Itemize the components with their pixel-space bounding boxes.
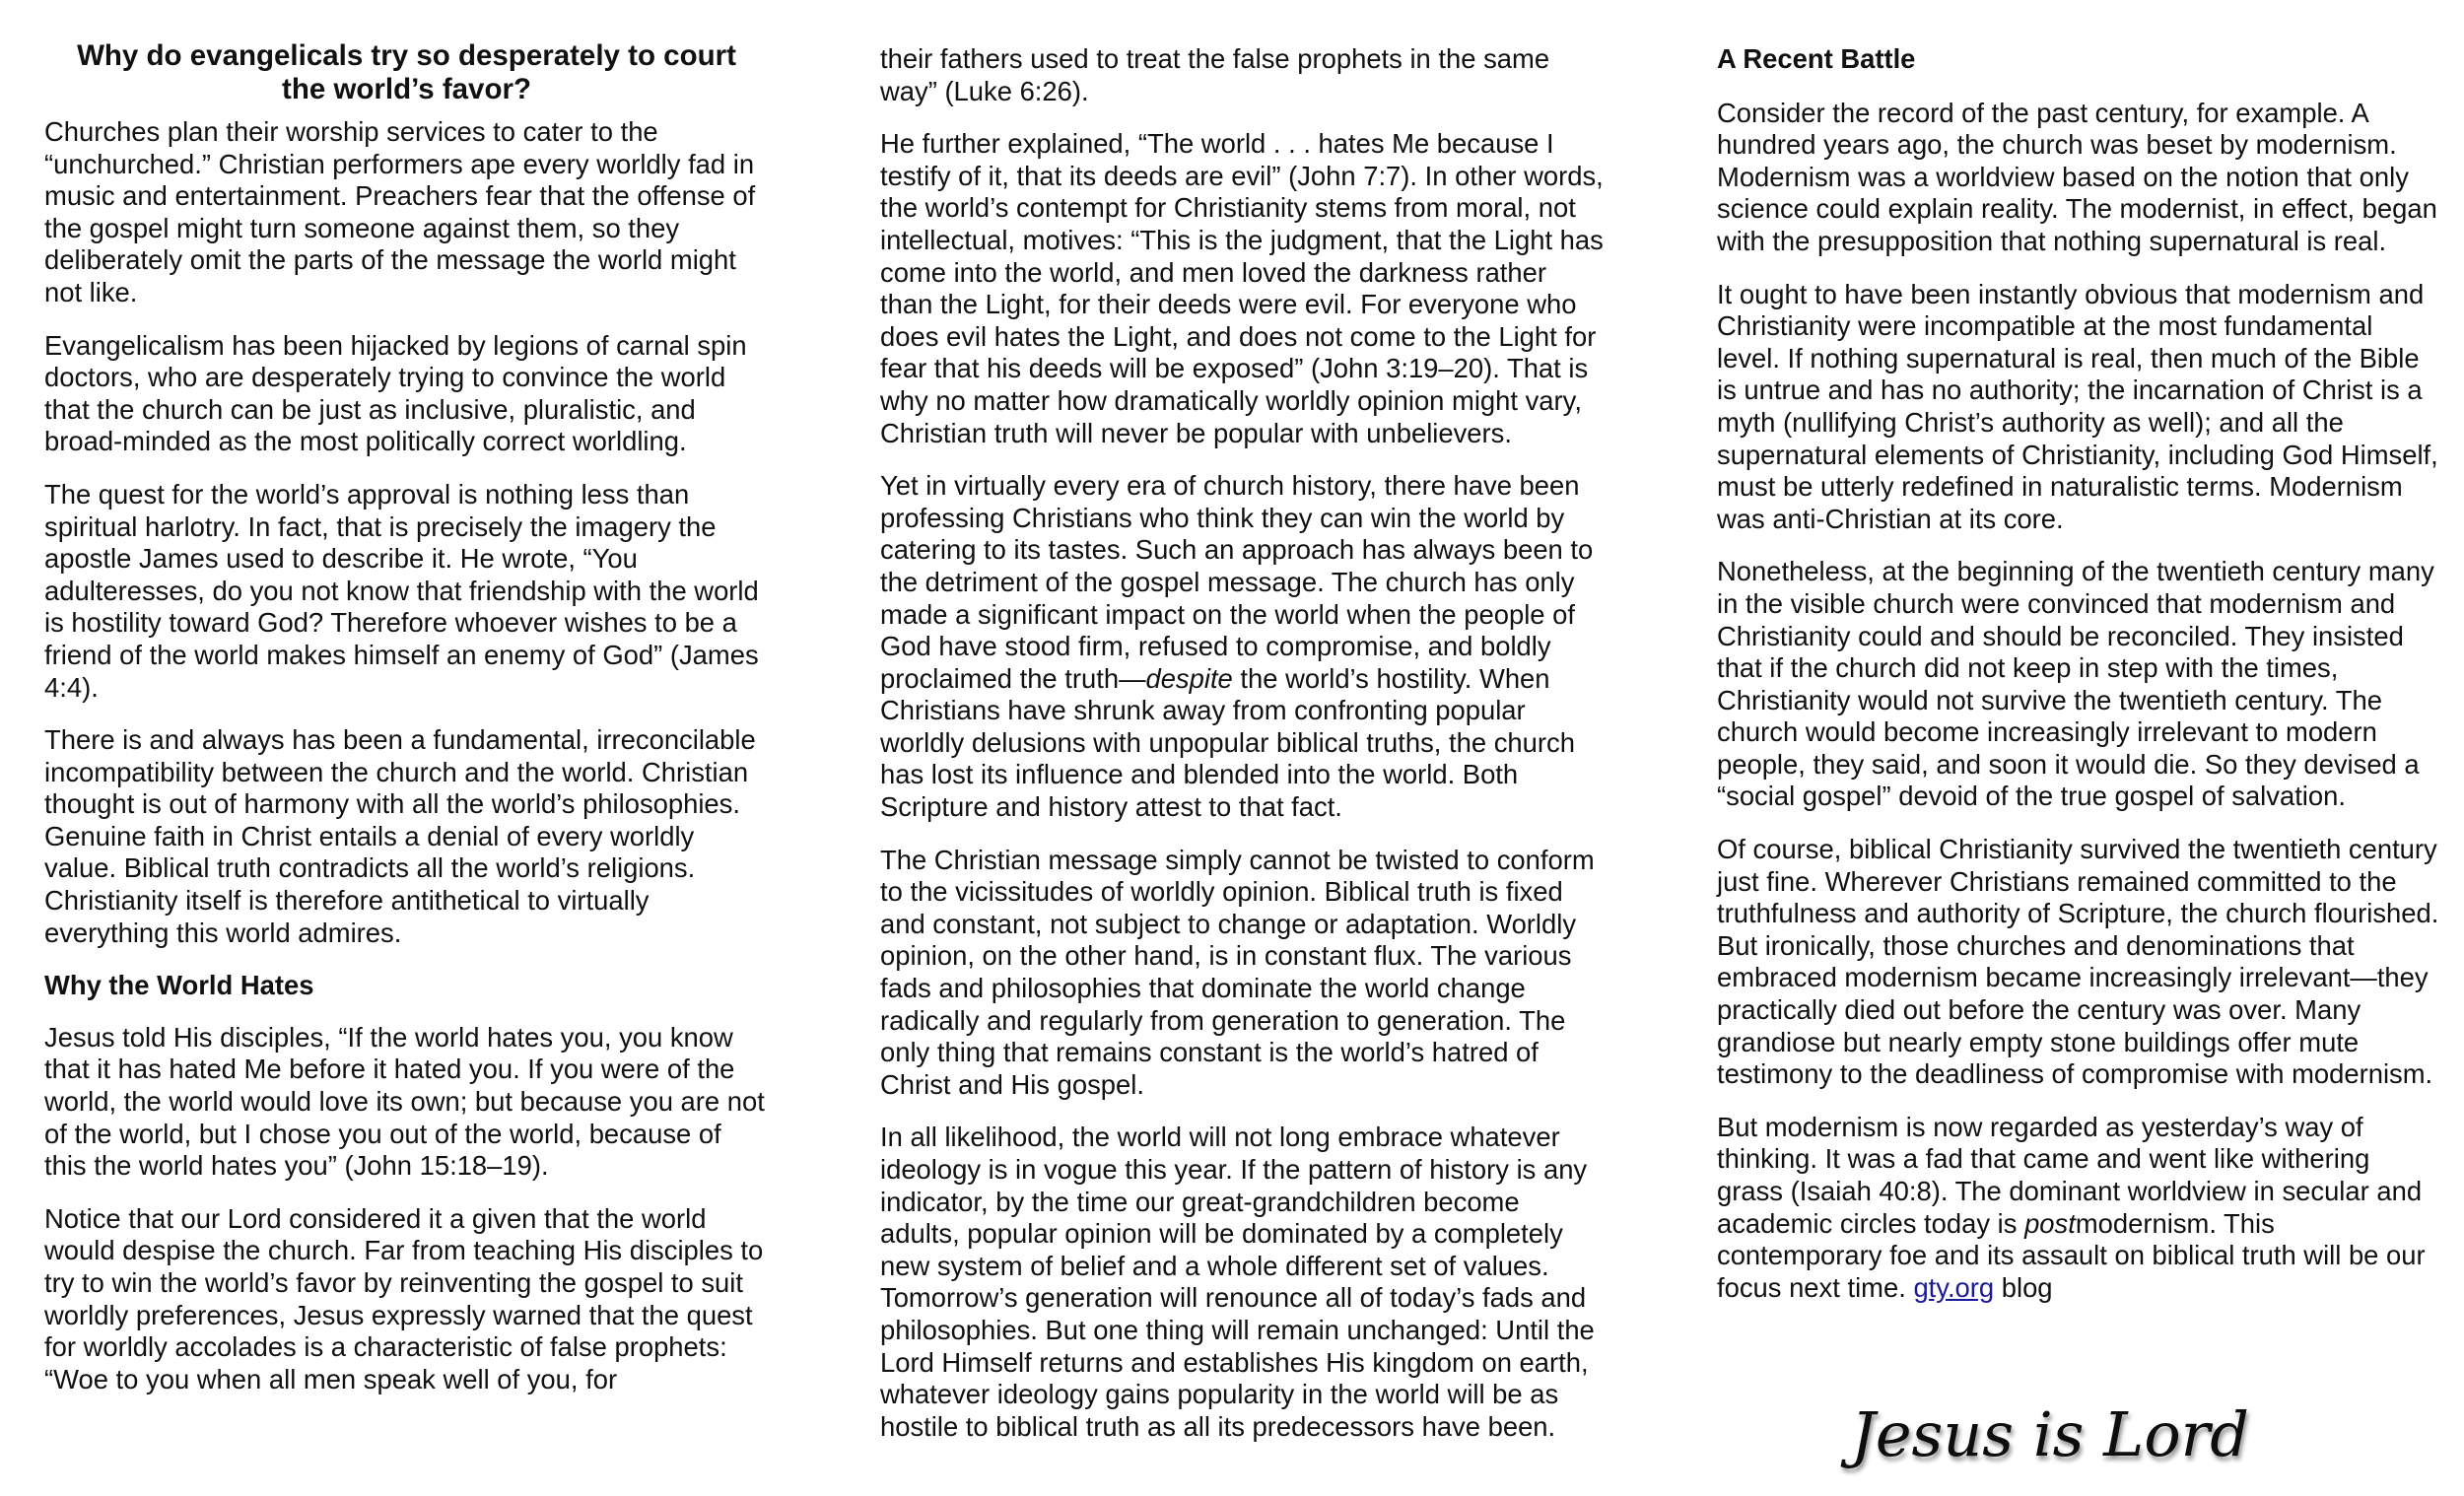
text-run: modernism. This contemporary foe and its assault on biblical truth will be our focus next time.: [1717, 1207, 2426, 1303]
section-heading-why-the-world-hates: Why the World Hates: [44, 970, 314, 1001]
text-run: blog: [1994, 1271, 2053, 1303]
jesus-is-lord-signature: [1851, 1385, 2249, 1493]
paragraph: Nonetheless, at the beginning of the twentieth century many in the visible church were convinced that modernism and Christianity could and should be reconciled. They insisted that if the church did not keep in step with the times, Christianity would not survive the twentieth century. The church would become increasingly irrelevant to modern people, they said, and soon it would die. So they devised a “social gospel” devoid of the true gospel of salvation.: [1717, 556, 2434, 812]
column-3: [1717, 43, 2441, 1325]
signature-text: Jesus is Lord: [1851, 1398, 2249, 1470]
gty-org-link[interactable]: gty.org: [1913, 1271, 1995, 1303]
text-run: Yet in virtually every era of church history, there have been professing Christians who think they can win the world by catering to its tastes. Such an approach has always been to the detriment of the gospel message. The church has only made a significant impact on the world when the people of God have stood firm, refused to compromise, and boldly proclaimed the truth—: [880, 470, 1594, 694]
paragraph: Jesus told His disciples, “If the world hates you, you know that it has hated Me before it hated you. If you were of the world, the world would love its own; but because you are not of the world, but I chose you out of the world, because of this the world hates you” (John 15:18–19).: [44, 1021, 765, 1182]
paragraph: The quest for the world’s approval is nothing less than spiritual harlotry. In fact, that is precisely the imagery the apostle James used to describe it. He wrote, “You adulteresses, do you not know that friendship with the world is hostility toward God? Therefore whoever wishes to be a friend of the world makes himself an enemy of God” (James 4:4).: [44, 478, 759, 703]
section-heading-a-recent-battle: A Recent Battle: [1717, 43, 1916, 74]
article-title: Why do evangelicals try so desperately to court the world’s favor?: [77, 39, 736, 105]
emphasis-text: post: [2024, 1207, 2076, 1239]
paragraph: The Christian message simply cannot be twisted to conform to the vicissitudes of worldly opinion. Biblical truth is fixed and constant, not subject to change or adaptation. Worldly opinion, on the other hand, is in constant flux. The various fads and philosophies that dominate the world change radically and regularly from generation to generation. The only thing that remains constant is the world’s hatred of Christ and His gospel.: [880, 844, 1595, 1100]
paragraph: Churches plan their worship services to cater to the “unchurched.” Christian performers ape every worldly fad in music and entertainment. Preachers fear that the offense of the gospel might turn someone against them, so they deliberately omit the parts of the message the world might not like.: [44, 116, 756, 307]
paragraph: Notice that our Lord considered it a given that the world would despise the church. Far from teaching His disciples to try to win the world’s favor by reinventing the gospel to suit worldly preferences, Jesus expressly warned that the quest for worldly accolades is a characteristic of false prophets: “Woe to you when all men speak well of you, for: [44, 1202, 764, 1394]
paragraph: It ought to have been instantly obvious that modernism and Christianity were incompatible at the most fundamental level. If nothing supernatural is real, then much of the Bible is untrue and has no authority; the incarnation of Christ is a myth (nullifying Christ’s authority as well); and all the supernatural elements of Christianity, including God Himself, must be utterly redefined in naturalistic terms. Modernism was anti-Christian at its core.: [1717, 278, 2438, 534]
paragraph: He further explained, “The world . . . hates Me because I testify of it, that its deeds are evil” (John 7:7). In other words, the world’s contempt for Christianity stems from moral, not intellectual, motives: “This is the judgment, that the Light has come into the world, and men loved the darkness rather than the Light, for their deeds were evil. For everyone who does evil hates the Light, and does not come to the Light for fear that his deeds will be exposed” (John 3:19–20). That is why no matter how dramatically worldly opinion might vary, Christian truth will never be popular with unbelievers.: [880, 128, 1604, 448]
column-2: [880, 43, 1605, 1463]
paragraph: [880, 470, 1605, 824]
emphasis-text: despite: [1145, 662, 1233, 694]
text-run: the world’s hostility. When Christians have shrunk away from confronting popular worldly delusions with unpopular biblical truths, the church has lost its influence and blended into the world. Both Scripture and history attest to that fact.: [880, 662, 1575, 823]
paragraph: [1717, 1112, 2441, 1305]
paragraph: Evangelicalism has been hijacked by legions of carnal spin doctors, who are desperately trying to convince the world that the church can be just as inclusive, pluralistic, and broad-minded as the most politically correct worldling.: [44, 329, 747, 457]
paragraph: their fathers used to treat the false prophets in the same way” (Luke 6:26).: [880, 43, 1550, 106]
paragraph: In all likelihood, the world will not long embrace whatever ideology is in vogue this year. If the pattern of history is any indicator, by the time our great-grandchildren become adults, popular opinion will be dominated by a completely new system of belief and a whole different set of values. Tomorrow’s generation will renounce all of today’s fads and philosophies. But one thing will remain unchanged: Until the Lord Himself returns and establishes His kingdom on earth, whatever ideology gains popularity in the world will be as hostile to biblical truth as all its predecessors have been.: [880, 1122, 1595, 1442]
column-1: [44, 39, 769, 1416]
paragraph: There is and always has been a fundamental, irreconcilable incompatibility between the church and the world. Christian thought is out of harmony with all the world’s philosophies. Genuine faith in Christ entails a denial of every worldly value. Biblical truth contradicts all the world’s religions. Christianity itself is therefore antithetical to virtually everything this world admires.: [44, 724, 756, 948]
text-run: But modernism is now regarded as yesterday’s way of thinking. It was a fad that came and went like withering grass (Isaiah 40:8). The dominant worldview in secular and academic circles today is: [1717, 1111, 2423, 1239]
paragraph: Of course, biblical Christianity survived the twentieth century just fine. Wherever Christians remained committed to the truthfulness and authority of Scripture, the church flourished. But ironically, those churches and denominations that embraced modernism became increasingly irrelevant—they practically died out before the century was over. Many grandiose but nearly empty stone buildings offer mute testimony to the deadliness of compromise with modernism.: [1717, 834, 2439, 1090]
paragraph: Consider the record of the past century, for example. A hundred years ago, the church was beset by modernism. Modernism was a worldview based on the notion that only science could explain reality. The modernist, in effect, began with the presupposition that nothing supernatural is real.: [1717, 97, 2437, 256]
